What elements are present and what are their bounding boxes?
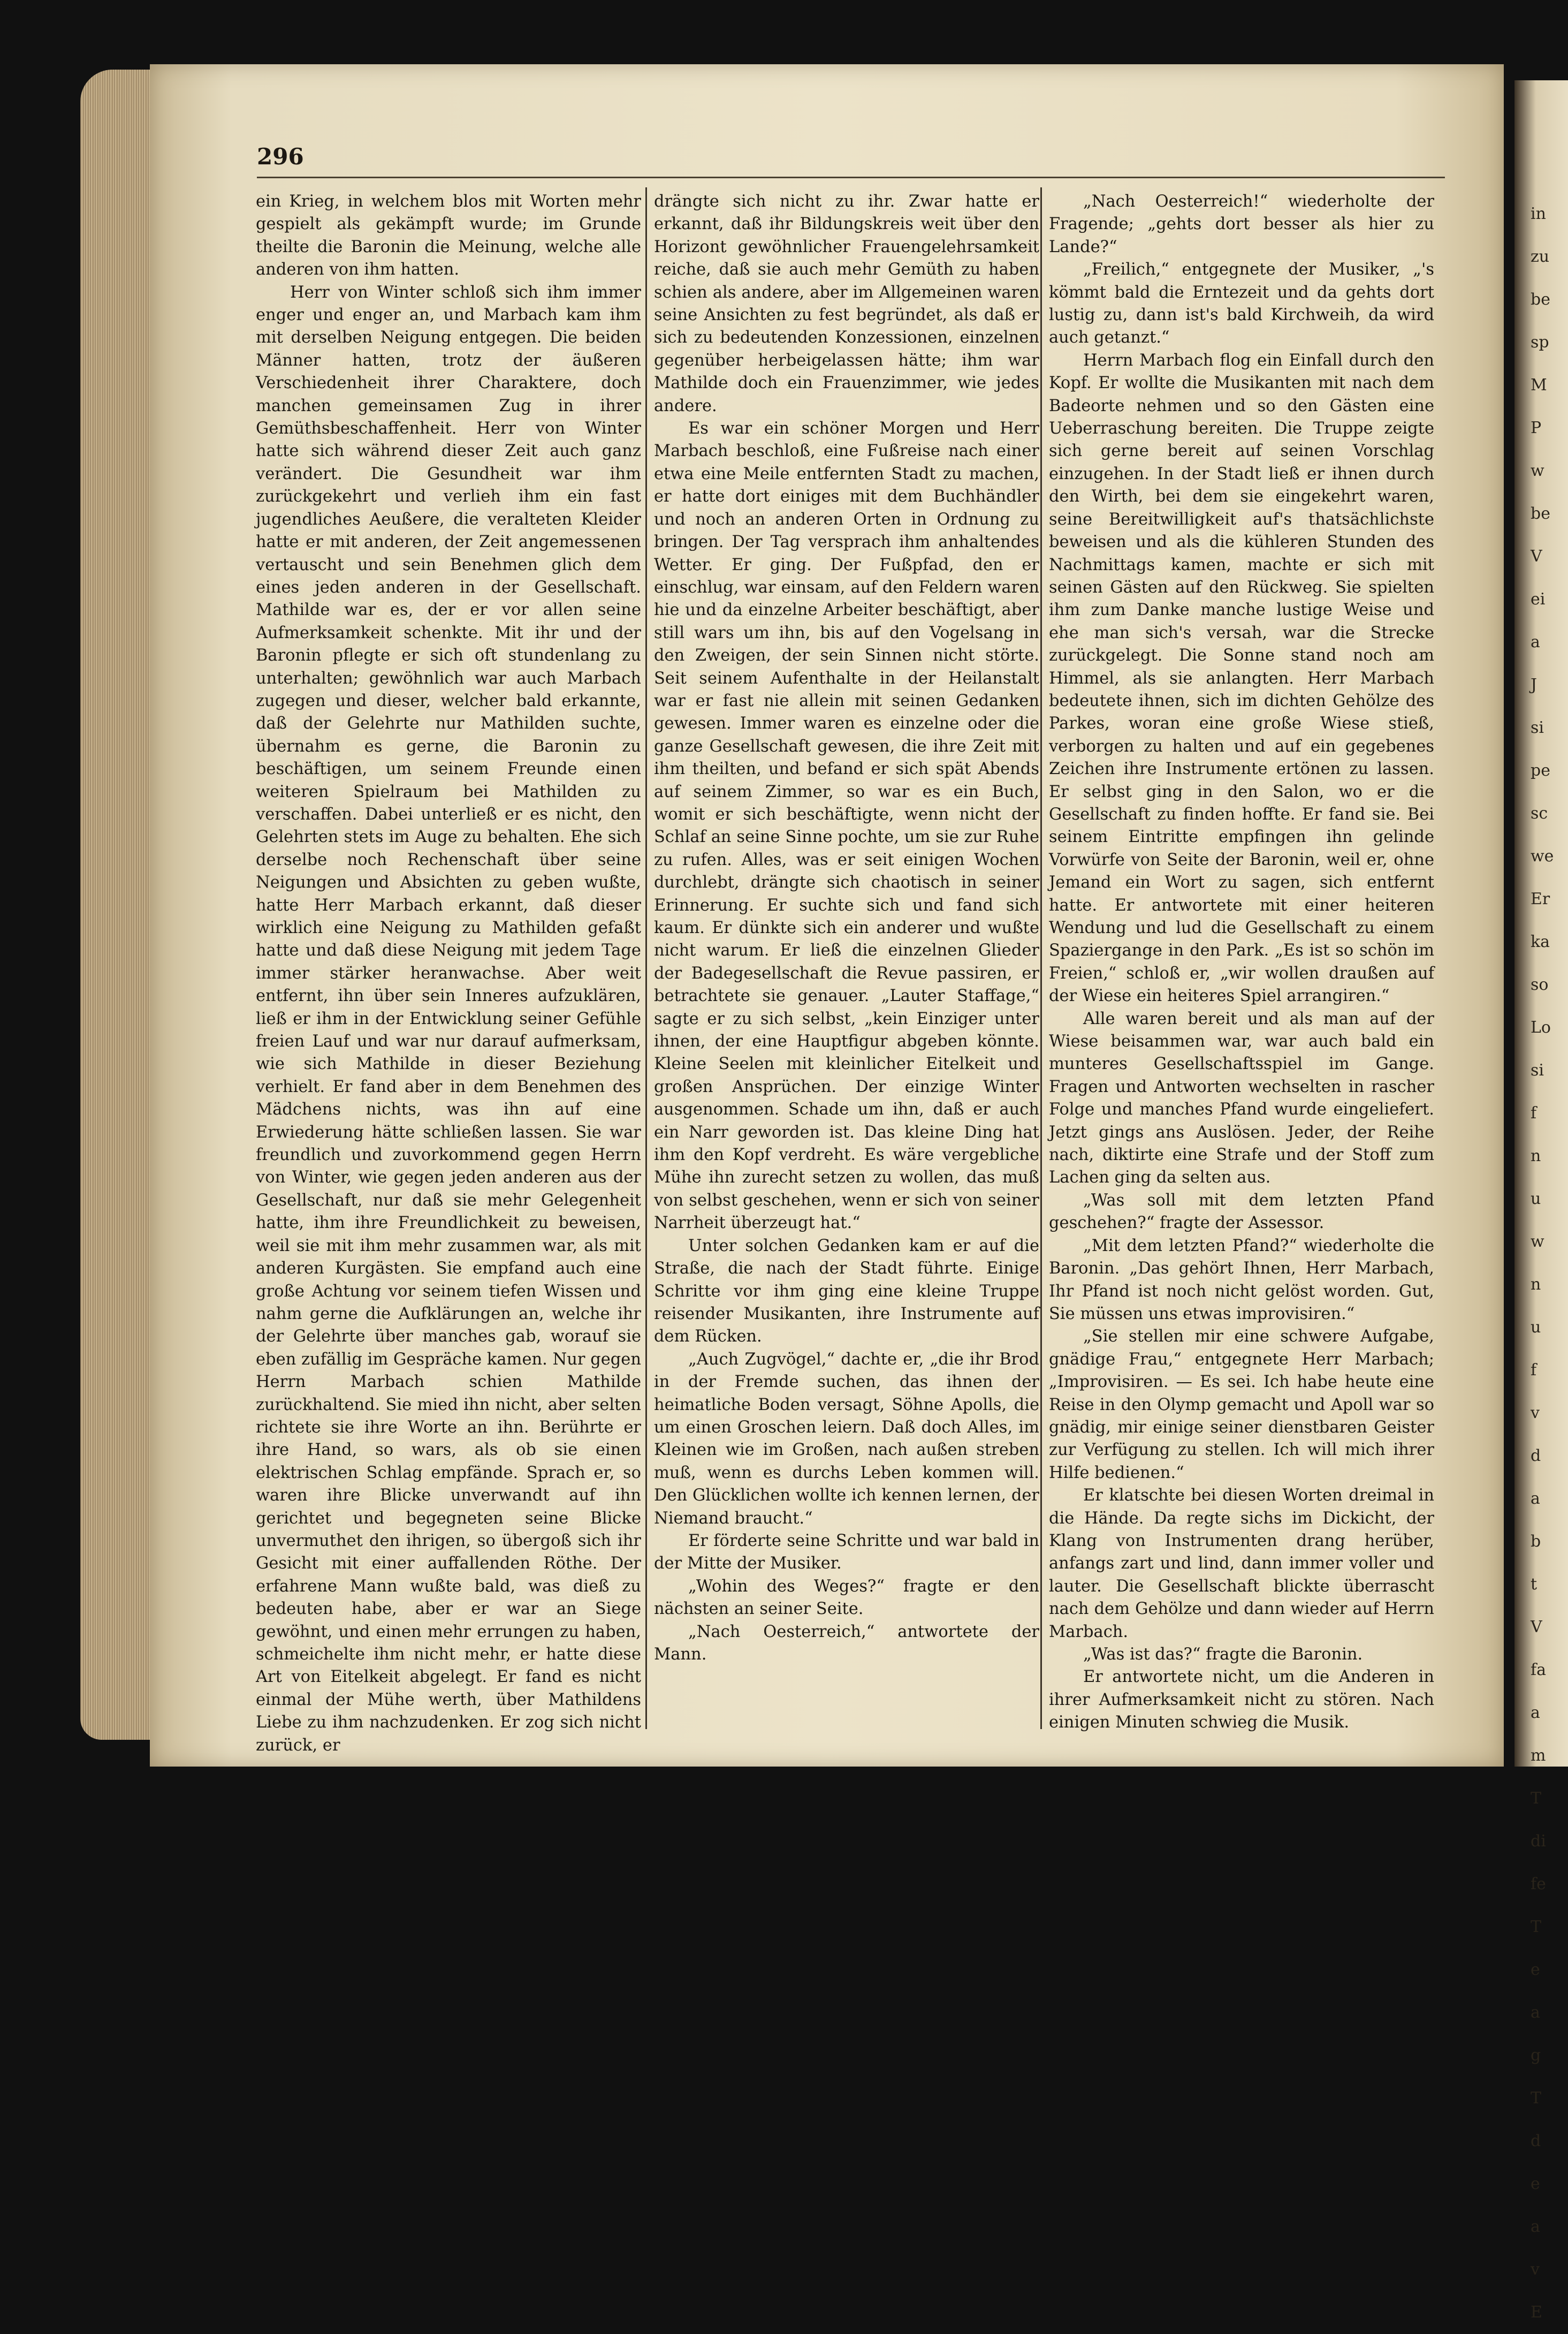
next-page-fragment: n bbox=[1531, 1275, 1541, 1294]
next-page-fragment: si bbox=[1531, 718, 1544, 737]
next-page-fragment: b bbox=[1531, 1532, 1541, 1551]
next-page-fragment: T bbox=[1531, 2089, 1542, 2108]
next-page-fragment: f bbox=[1531, 1104, 1537, 1123]
paragraph: „Was ist das?“ fragte die Baronin. bbox=[1083, 1645, 1363, 1664]
next-page-fragment: ka bbox=[1531, 933, 1550, 951]
paragraph: „Auch Zugvögel,“ dachte er, „die ihr Brod in der Fremde suchen, das ihnen der heimatliche Boden versagt, Söhne Apolls, die um einen Groschen leiern. Daß doch Alles, im Kleinen wie im Großen, nach außen streben muß, wenn es durchs Leben kommen will. Den Glücklichen wollte ich kennen lernen, der Niemand braucht.“ bbox=[654, 1350, 1039, 1528]
next-page-fragment: sc bbox=[1531, 804, 1548, 823]
paragraph: „Freilich,“ entgegnete der Musiker, „'s kömmt bald die Erntezeit und da gehts dort lustig zu, dann ist's bald Kirchweih, da wird auch getanzt.“ bbox=[1049, 260, 1434, 347]
next-page-fragment: Lo bbox=[1531, 1018, 1551, 1037]
next-page-fragment: M bbox=[1531, 376, 1547, 395]
next-page-fragment: V bbox=[1531, 547, 1542, 566]
header-rule bbox=[257, 177, 1445, 178]
paragraph: Unter solchen Gedanken kam er auf die Straße, die nach der Stadt führte. Einige Schritte vor ihm ging eine kleine Truppe reisender Musikanten, ihre Instrumente auf dem Rücken. bbox=[654, 1236, 1039, 1346]
paragraph: „Sie stellen mir eine schwere Aufgabe, gnädige Frau,“ entgegnete Herr Marbach; „Improvisiren. — Es sei. Ich habe heute eine Reise in den Olymp gemacht und Apoll war so gnädig, mir einige seiner dienstbaren Geister zur Verfügung zu stellen. Ich will mich ihrer Hilfe bedienen.“ bbox=[1049, 1327, 1434, 1482]
next-page-fragment: be bbox=[1531, 504, 1550, 523]
paragraph: „Mit dem letzten Pfand?“ wiederholte die Baronin. „Das gehört Ihnen, Herr Marbach, Ihr Pfand ist noch nicht gelöst worden. Gut, Sie müssen uns etwas improvisiren.“ bbox=[1049, 1236, 1434, 1323]
next-page-fragment: e bbox=[1531, 2174, 1540, 2193]
next-page-fragment: zu bbox=[1531, 247, 1550, 266]
next-page-fragment: w bbox=[1531, 461, 1544, 480]
next-page-fragment: we bbox=[1531, 847, 1554, 866]
next-page-fragment: g bbox=[1531, 2046, 1541, 2065]
next-page-fragment: in bbox=[1531, 204, 1546, 223]
next-page-fragment: ei bbox=[1531, 590, 1546, 609]
next-page-fragment: sp bbox=[1531, 333, 1549, 352]
paragraph: Alle waren bereit und als man auf der Wiese beisammen war, war auch bald ein munteres Gesellschaftsspiel im Gange. Fragen und Antworten wechselten in rascher Folge und manches Pfand wurde eingeliefert. Jetzt gings ans Auslösen. Jeder, der Reihe nach, diktirte eine Strafe und der Stoff zum Lachen ging da selten aus. bbox=[1049, 1009, 1434, 1187]
next-page-fragment: T bbox=[1531, 1789, 1542, 1808]
next-page-fragment: Er bbox=[1531, 890, 1550, 908]
page-number: 296 bbox=[257, 143, 304, 170]
column-divider bbox=[1040, 187, 1042, 1729]
next-page-fragment: a bbox=[1531, 1703, 1540, 1722]
next-page-fragment: m bbox=[1531, 1746, 1546, 1765]
paragraph: Er klatschte bei diesen Worten dreimal in die Hände. Da regte sichs im Dickicht, der Klang von Instrumenten drang herüber, anfangs zart und lind, dann immer voller und lauter. Die Gesellschaft blickte überrascht nach dem Gehölze und dann wieder auf Herrn Marbach. bbox=[1049, 1486, 1434, 1641]
next-page-fragment: u bbox=[1531, 1189, 1541, 1208]
paragraph: Herrn Marbach flog ein Einfall durch den Kopf. Er wollte die Musikanten mit nach dem Badeorte nehmen und so den Gästen eine Ueberraschung bereiten. Die Truppe zeigte sich gerne bereit auf seinen Vorschlag einzugehen. In der Stadt ließ er ihnen durch den Wirth, bei dem sie eingekehrt waren, seine Bereitwilligkeit auf's thatsächlichste beweisen und als die kühleren Stunden des Nachmittags kamen, machte er sich mit seinen Gästen auf den Rückweg. Sie spielten ihm zum Danke manche lustige Weise und ehe man sich's versah, war die Strecke zurückgelegt. Die Sonne stand noch am Himmel, als sie anlangten. Herr Marbach bedeutete ihnen, sich im dichten Gehölze des Parkes, woran eine große Wiese stieß, verborgen zu halten und auf ein gegebenes Zeichen ihre Instrumente ertönen zu lassen. Er selbst ging in den Salon, wo er die Gesellschaft zu finden hoffte. Er fand sie. Bei seinem Eintritte empfingen ihn gelinde Vorwürfe von Seite der Baronin, weil er, ohne Jemand ein Wort zu sagen, sich entfernt hatte. Er antwortete mit einer heiteren Wendung und lud die Gesellschaft zu einem Spaziergange in den Park. „Es ist so schön im Freien,“ schloß er, „wir wollen draußen auf der Wiese ein heiteres Spiel arrangiren.“ bbox=[1049, 351, 1434, 1006]
next-page-fragment: fe bbox=[1531, 1875, 1546, 1893]
paragraph: Es war ein schöner Morgen und Herr Marbach beschloß, eine Fußreise nach einer etwa eine Meile entfernten Stadt zu machen, er hatte dort einiges mit dem Buchhändler und noch an anderen Orten in Ordnung zu bringen. Der Tag versprach ihm anhaltendes Wetter. Er ging. Der Fußpfad, den er einschlug, war einsam, auf den Feldern waren hie und da einzelne Arbeiter beschäftigt, aber still wars um ihn, bis auf den Vogelsang in den Zweigen, der sein Sinnen nicht störte. Seit seinem Aufenthalte in der Heilanstalt war er fast nie allein mit seinen Gedanken gewesen. Immer waren es einzelne oder die ganze Gesellschaft gewesen, die ihre Zeit mit ihm theilten, und befand er sich spät Abends auf seinem Zimmer, so war es ein Buch, womit er sich beschäftigte, wenn nicht der Schlaf an seine Sinne pochte, um sie zur Ruhe zu rufen. Alles, was er seit einigen Wochen durchlebt, drängte sich chaotisch in seiner Erinnerung. Er suchte sich und fand sich kaum. Er dünkte sich ein anderer und wußte nicht warum. Er ließ die einzelnen Glieder der Badegesellschaft die Revue passiren, er betrachtete sie genauer. „Lauter Staffage,“ sagte er zu sich selbst, „kein Einziger unter ihnen, der eine Hauptfigur abgeben könnte. Kleine Seelen mit kleinlicher Eitelkeit und großen Ansprüchen. Der einzige Winter ausgenommen. Schade um ihn, daß er auch ein Narr geworden ist. Das kleine Ding hat ihm den Kopf verdreht. Es wäre vergebliche Mühe ihn zurecht setzen zu wollen, das muß von selbst geschehen, wenn er sich von seiner Narrheit überzeugt hat.“ bbox=[654, 419, 1039, 1233]
text-column-1 bbox=[256, 191, 641, 1755]
next-page-fragment: d bbox=[1531, 1446, 1541, 1465]
next-page-fragment: f bbox=[1531, 1361, 1537, 1380]
paragraph: ein Krieg, in welchem blos mit Worten mehr gespielt als gekämpft wurde; im Grunde theilte die Baronin die Meinung, welche alle anderen von ihm hatten. bbox=[256, 192, 641, 279]
next-page-fragment: fa bbox=[1531, 1661, 1546, 1679]
next-page-fragment: n bbox=[1531, 1147, 1541, 1165]
next-page-fragment: si bbox=[1531, 1061, 1544, 1080]
paragraph: „Nach Oesterreich,“ antwortete der Mann. bbox=[654, 1622, 1039, 1664]
text-column-3 bbox=[1049, 191, 1434, 1732]
next-page-fragment: pe bbox=[1531, 761, 1550, 780]
text-column-2 bbox=[654, 191, 1039, 1689]
next-page-fragment: d bbox=[1531, 2132, 1541, 2150]
next-page-fragments bbox=[1531, 193, 1563, 2322]
paragraph: Herr von Winter schloß sich ihm immer enger und enger an, und Marbach kam ihm mit derselben Neigung entgegen. Die beiden Männer hatten, trotz der äußeren Verschiedenheit ihrer Charaktere, doch manchen gemeinsamen Zug in ihrer Gemüthsbeschaffenheit. Herr von Winter hatte sich während dieser Zeit auch ganz verändert. Die Gesundheit war ihm zurückgekehrt und verlieh ihm ein fast jugendliches Aeußere, die veralteten Kleider hatte er mit anderen, der Zeit angemessenen vertauscht und sein Benehmen glich dem eines jeden anderen in der Gesellschaft. Mathilde war es, der er vor allen seine Aufmerksamkeit schenkte. Mit ihr und der Baronin pflegte er sich oft stundenlang zu unterhalten; gewöhnlich war auch Marbach zugegen und dieser, welcher bald erkannte, daß der Gelehrte nur Mathilden suchte, übernahm es gerne, die Baronin zu beschäftigen, um seinem Freunde einen weiteren Spielraum bei Mathilden zu verschaffen. Dabei unterließ er es nicht, den Gelehrten stets im Auge zu behalten. Ehe sich derselbe noch Rechenschaft über seine Neigungen und Absichten zu geben wußte, hatte Herr Marbach erkannt, daß dieser wirklich eine Neigung zu Mathilden gefaßt hatte und daß diese Neigung mit jedem Tage immer stärker heranwachse. Aber weit entfernt, ihn über sein Inneres aufzuklären, ließ er ihm in der Entwicklung seiner Gefühle freien Lauf und war nur darauf aufmerksam, wie sich Mathilde in dieser Beziehung verhielt. Er fand aber in dem Benehmen des Mädchens nichts, was ihn auf eine Erwiederung hätte schließen lassen. Sie war freundlich und zuvorkommend gegen Herrn von Winter, wie gegen jeden anderen aus der Gesellschaft, nur daß sie mehr Gelegenheit hatte, ihm ihre Freundlichkeit zu beweisen, weil sie mit ihm mehr zusammen war, als mit anderen Kurgästen. Sie empfand auch eine große Achtung vor seinem tiefen Wissen und nahm gerne die Aufklärungen an, welche ihr der Gelehrte über manches gab, worauf sie eben zufällig im Gespräche kamen. Nur gegen Herrn Marbach schien Mathilde zurückhaltend. Sie mied ihn nicht, aber selten richtete sie ihre Worte an ihn. Berührte er ihre Hand, so wars, als ob sie einen elektrischen Schlag empfände. Sprach er, so waren ihre Blicke unverwandt auf ihn gerichtet und begegneten seine Blicke unvermuthet den ihrigen, so übergoß sich ihr Gesicht mit einer auffallenden Röthe. Der erfahrene Mann wußte bald, was dieß zu bedeuten habe, aber er war an Siege gewöhnt, und einen mehr errungen zu haben, schmeichelte ihm nicht mehr, er hatte diese Art von Eitelkeit abgelegt. Er fand es nicht einmal der Mühe werth, über Mathildens Liebe zu ihm nachzudenken. Er zog sich nicht zurück, er bbox=[256, 283, 641, 1755]
next-page-fragment: t bbox=[1531, 1575, 1537, 1594]
next-page-fragment: J bbox=[1531, 676, 1537, 694]
next-page-fragment: v bbox=[1531, 2260, 1540, 2279]
next-page-fragment: V bbox=[1531, 1618, 1542, 1636]
paragraph: drängte sich nicht zu ihr. Zwar hatte er erkannt, daß ihr Bildungskreis weit über den Horizont gewöhnlicher Frauengelehrsamkeit reiche, daß sie auch mehr Gemüth zu haben schien als andere, aber im Allgemeinen waren seine Ansichten zu fest begründet, als daß er sich zu bedeutenden Konzessionen, einzelnen gegenüber herbeigelassen hätte; ihm war Mathilde doch ein Frauenzimmer, wie jedes andere. bbox=[654, 192, 1039, 415]
next-page-fragment: so bbox=[1531, 975, 1549, 994]
next-page-fragment: di bbox=[1531, 1832, 1546, 1851]
next-page-fragment: u bbox=[1531, 1318, 1541, 1337]
next-page-fragment: a bbox=[1531, 2003, 1540, 2022]
next-page-fragment: be bbox=[1531, 290, 1550, 309]
next-page-fragment: E bbox=[1531, 2303, 1542, 2322]
next-page-fragment: w bbox=[1531, 1232, 1544, 1251]
next-page-fragment: a bbox=[1531, 633, 1540, 651]
paragraph: Er antwortete nicht, um die Anderen in ihrer Aufmerksamkeit nicht zu stören. Nach einigen Minuten schwieg die Musik. bbox=[1049, 1668, 1434, 1732]
next-page-fragment: P bbox=[1531, 419, 1542, 437]
next-page-fragment: e bbox=[1531, 1960, 1540, 1979]
next-page-fragment: v bbox=[1531, 1404, 1540, 1422]
next-page-fragment: T bbox=[1531, 1918, 1542, 1936]
paragraph: Er förderte seine Schritte und war bald in der Mitte der Musiker. bbox=[654, 1531, 1039, 1573]
next-page-fragment: a bbox=[1531, 1489, 1540, 1508]
paragraph: „Wohin des Weges?“ fragte er den nächsten an seiner Seite. bbox=[654, 1577, 1039, 1619]
paragraph: „Nach Oesterreich!“ wiederholte der Fragende; „gehts dort besser als hier zu Lande?“ bbox=[1049, 192, 1434, 256]
next-page-fragment: a bbox=[1531, 2217, 1540, 2236]
paragraph: „Was soll mit dem letzten Pfand geschehen?“ fragte der Assessor. bbox=[1049, 1191, 1434, 1233]
column-divider bbox=[645, 187, 647, 1729]
